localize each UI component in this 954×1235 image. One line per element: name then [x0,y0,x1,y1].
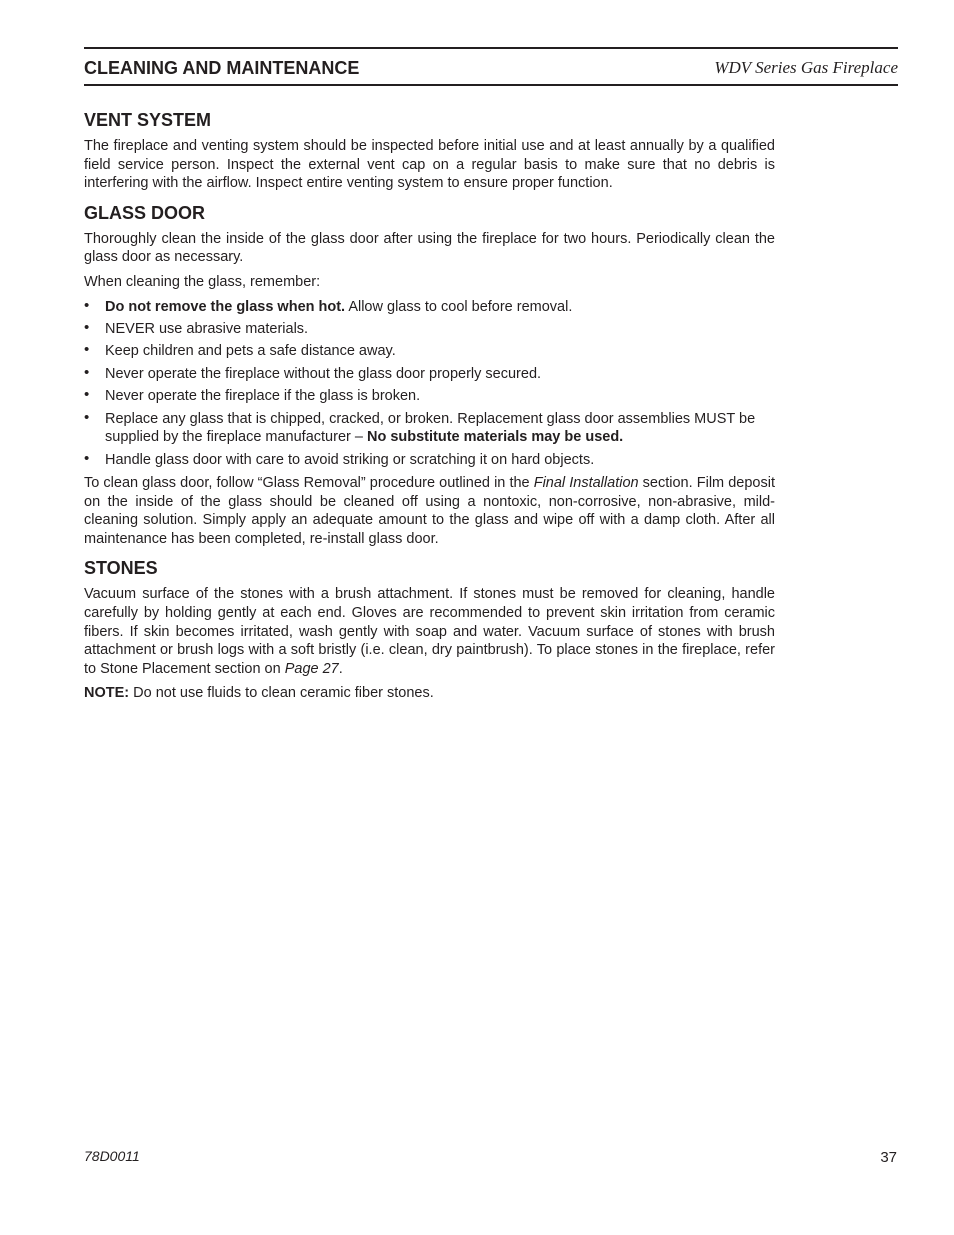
list-item-text: Handle glass door with care to avoid striking or scratching it on hard objects. [105,451,595,468]
glass-care-list [84,298,775,470]
document-number: 78D0011 [84,1148,140,1164]
page-header [84,47,898,86]
list-item [84,342,775,361]
list-item-text: Allow glass to cool before removal. [345,298,573,315]
stones-paragraph: Vacuum surface of the stones with a brush attachment. If stones must be removed for cleaning, handle carefully by holding gently at each end. Gloves are recommended to prevent skin irritation from ceramic fibers. If skin becomes irritated, wash gently with soap and water. Vacuum surface of stones with brush attachment or brush logs with a soft bristly (i.e. clean, dry paintbrush). To place stones in the fireplace, refer to Stone Placement section on Page 27. [84,586,775,677]
bullet-icon: • [84,363,90,381]
stones-heading: STONES [84,558,158,579]
page-content [84,110,775,709]
bullet-icon: • [84,318,90,336]
glass-door-heading: GLASS DOOR [84,202,206,223]
bullet-icon: • [84,408,90,426]
vent-system-heading: VENT SYSTEM [84,110,212,130]
bold-warning: No substitute materials may be used. [366,429,624,446]
bullet-icon: • [84,296,90,314]
list-item [84,320,775,339]
list-item-text: Keep children and pets a safe distance away. [105,343,396,360]
list-item-text: Never operate the fireplace if the glass is broken. [105,388,421,405]
stones-note: NOTE: Do not use fluids to clean ceramic fiber stones. [84,685,434,702]
bold-warning: Do not remove the glass when hot. [105,298,346,315]
section-title: CLEANING AND MAINTENANCE [84,58,360,78]
bullet-icon: • [84,386,90,404]
list-item [84,387,775,406]
bullet-icon: • [84,341,90,359]
page-number: 37 [880,1149,897,1166]
glass-door-intro: Thoroughly clean the inside of the glass door after using the fireplace for two hours. Periodically clean the glass door as necessary. [84,230,775,266]
bullet-icon: • [84,449,90,467]
list-item [84,298,775,317]
list-item-text: NEVER use abrasive materials. [105,320,309,337]
page-reference: Page 27 [284,660,339,677]
list-item [84,451,775,470]
section-reference: Final Installation [533,475,639,492]
product-title: WDV Series Gas Fireplace [714,58,898,77]
list-item [84,365,775,384]
list-item-text: Replace any glass that is chipped, cracked, or broken. Replacement glass door assemblies MUST be supplied by the fireplace manufacturer – [105,410,756,446]
glass-door-remember: When cleaning the glass, remember: [84,273,321,290]
list-item-text: Never operate the fireplace without the glass door properly secured. [105,365,542,382]
vent-system-paragraph: The fireplace and venting system should be inspected before initial use and at least annually by a qualified field service person. Inspect the external vent cap on a regular basis to make sure that no debris is interfering with the airflow. Inspect entire venting system to ensure proper function. [84,138,775,192]
glass-cleaning-paragraph: To clean glass door, follow “Glass Removal” procedure outlined in the Final Installation section. Film deposit on the inside of the glass should be cleaned off using a nontoxic, non-corrosive, non-abrasive, mild-cleaning solution. Simply apply an adequate amount to the glass and wipe off with a damp cloth. After all maintenance has been completed, re-install glass door. [84,475,775,547]
note-label: NOTE: [84,685,130,702]
list-item [84,410,775,447]
